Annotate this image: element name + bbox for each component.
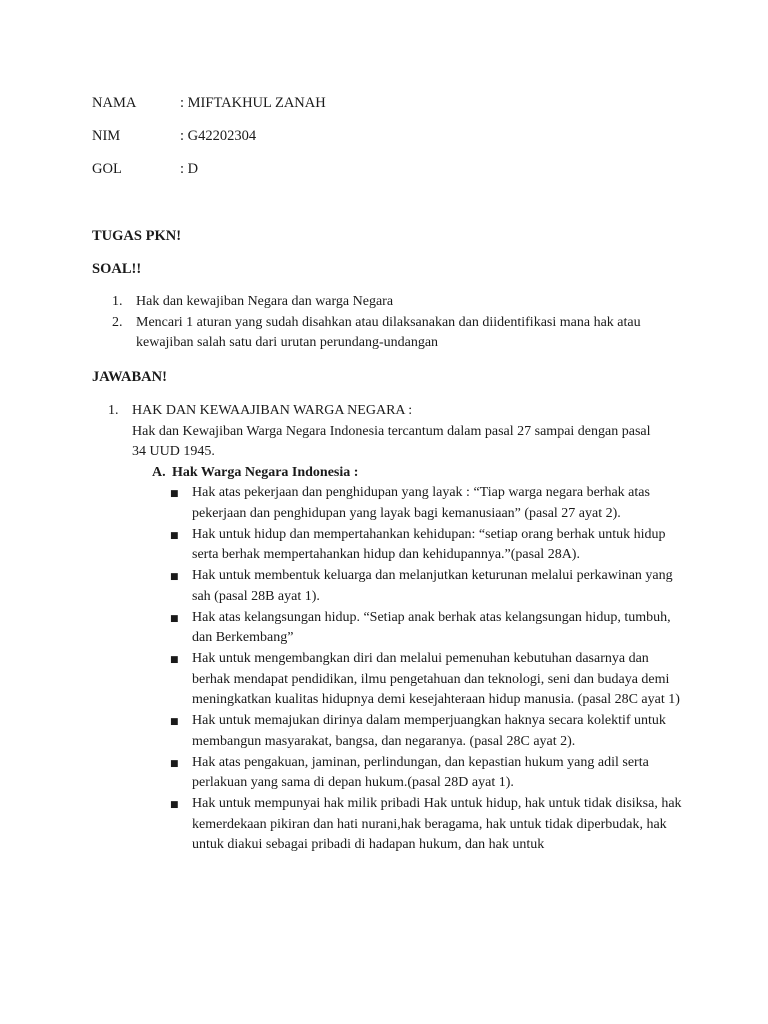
nama-label: NAMA bbox=[92, 95, 137, 111]
bullet-text: Hak untuk mengembangkan diri dan melalui pemenuhan kebutuhan dasarnya dan berhak mendapat pendidikan, ilmu pengetahuan dan teknologi, seni dan budaya demi meningkatkan kualitas hidupnya demi kesejahteraan hidup manusia. (pasal 28C ayat 1) bbox=[192, 651, 680, 707]
list-item bbox=[170, 525, 688, 566]
bullet-text: Hak untuk memajukan dirinya dalam memperjuangkan haknya secara kolektif untuk membangun masyarakat, bangsa, dan negaranya. (pasal 28C ayat 2). bbox=[192, 713, 666, 749]
list-item bbox=[170, 649, 688, 711]
subsection-heading bbox=[152, 463, 688, 484]
bullet-square-icon: ■ bbox=[170, 758, 179, 769]
soal-list bbox=[112, 292, 672, 354]
soal-number: 1. bbox=[112, 294, 123, 309]
nama-value: : MIFTAKHUL ZANAH bbox=[180, 95, 326, 111]
list-item bbox=[170, 608, 688, 649]
answer-block bbox=[108, 401, 688, 856]
answer-title-row bbox=[108, 401, 688, 422]
bullet-square-icon: ■ bbox=[170, 572, 179, 582]
list-item bbox=[170, 566, 688, 607]
list-item bbox=[170, 794, 688, 856]
soal-text: Mencari 1 aturan yang sudah disahkan atau dilaksanakan dan diidentifikasi mana hak atau kewajiban salah satu dari urutan perundang-undangan bbox=[136, 314, 641, 350]
bullet-text: Hak untuk mempunyai hak milik pribadi Hak untuk hidup, hak untuk tidak disiksa, hak kemerdekaan pikiran dan hati nurani,hak beragama, hak untuk tidak diperbudak, hak untuk diakui sebagai pribadi di hadapan hukum, dan hak untuk bbox=[192, 796, 682, 852]
identity-row-gol bbox=[92, 159, 198, 179]
soal-item-2 bbox=[112, 313, 672, 354]
soal-text: Hak dan kewajiban Negara dan warga Negara bbox=[136, 294, 394, 309]
nim-value: : G42202304 bbox=[180, 128, 257, 144]
bullet-text: Hak untuk hidup dan mempertahankan kehidupan: “setiap orang berhak untuk hidup serta berhak mempertahankan hidup dan kehidupannya.”(pasal 28A). bbox=[192, 526, 666, 562]
bullet-text: Hak untuk membentuk keluarga dan melanjutkan keturunan melalui perkawinan yang sah (pasal 28B ayat 1). bbox=[192, 568, 673, 604]
identity-row-nama bbox=[92, 93, 326, 113]
list-item bbox=[170, 483, 688, 524]
bullet-square-icon: ■ bbox=[170, 489, 179, 499]
soal-item-1 bbox=[112, 292, 672, 313]
bullet-text: Hak atas pengakuan, jaminan, perlindungan, dan kepastian hukum yang adil serta perlakuan yang sama di depan hukum.(pasal 28D ayat 1). bbox=[192, 754, 649, 790]
list-item bbox=[170, 753, 688, 794]
rights-bullet-list bbox=[170, 483, 688, 856]
identity-row-nim bbox=[92, 126, 256, 146]
answer-title: HAK DAN KEWAAJIBAN WARGA NEGARA : bbox=[132, 403, 413, 418]
bullet-square-icon: ■ bbox=[170, 655, 179, 665]
tugas-heading: TUGAS PKN! bbox=[92, 228, 182, 244]
bullet-square-icon: ■ bbox=[170, 613, 179, 624]
subsection-letter: A. bbox=[152, 464, 166, 480]
jawaban-heading: JAWABAN! bbox=[92, 369, 167, 385]
bullet-square-icon: ■ bbox=[170, 800, 179, 810]
bullet-square-icon: ■ bbox=[170, 717, 179, 727]
gol-value: : D bbox=[180, 161, 199, 177]
soal-heading: SOAL!! bbox=[92, 261, 142, 277]
soal-number: 2. bbox=[112, 314, 123, 330]
bullet-square-icon: ■ bbox=[170, 530, 179, 541]
bullet-text: Hak atas kelangsungan hidup. “Setiap anak berhak atas kelangsungan hidup, tumbuh, dan Berkembang” bbox=[192, 609, 671, 645]
answer-number: 1. bbox=[108, 403, 119, 418]
gol-label: GOL bbox=[92, 161, 122, 177]
answer-intro: Hak dan Kewajiban Warga Negara Indonesia tercantum dalam pasal 27 sampai dengan pasal 34 UUD 1945. bbox=[132, 423, 651, 459]
subsection-title: Hak Warga Negara Indonesia : bbox=[172, 464, 359, 480]
list-item bbox=[170, 711, 688, 752]
nim-label: NIM bbox=[92, 128, 121, 144]
bullet-text: Hak atas pekerjaan dan penghidupan yang layak : “Tiap warga negara berhak atas pekerjaan dan penghidupan yang layak bagi kemanusiaan” (pasal 27 ayat 2). bbox=[192, 485, 650, 521]
